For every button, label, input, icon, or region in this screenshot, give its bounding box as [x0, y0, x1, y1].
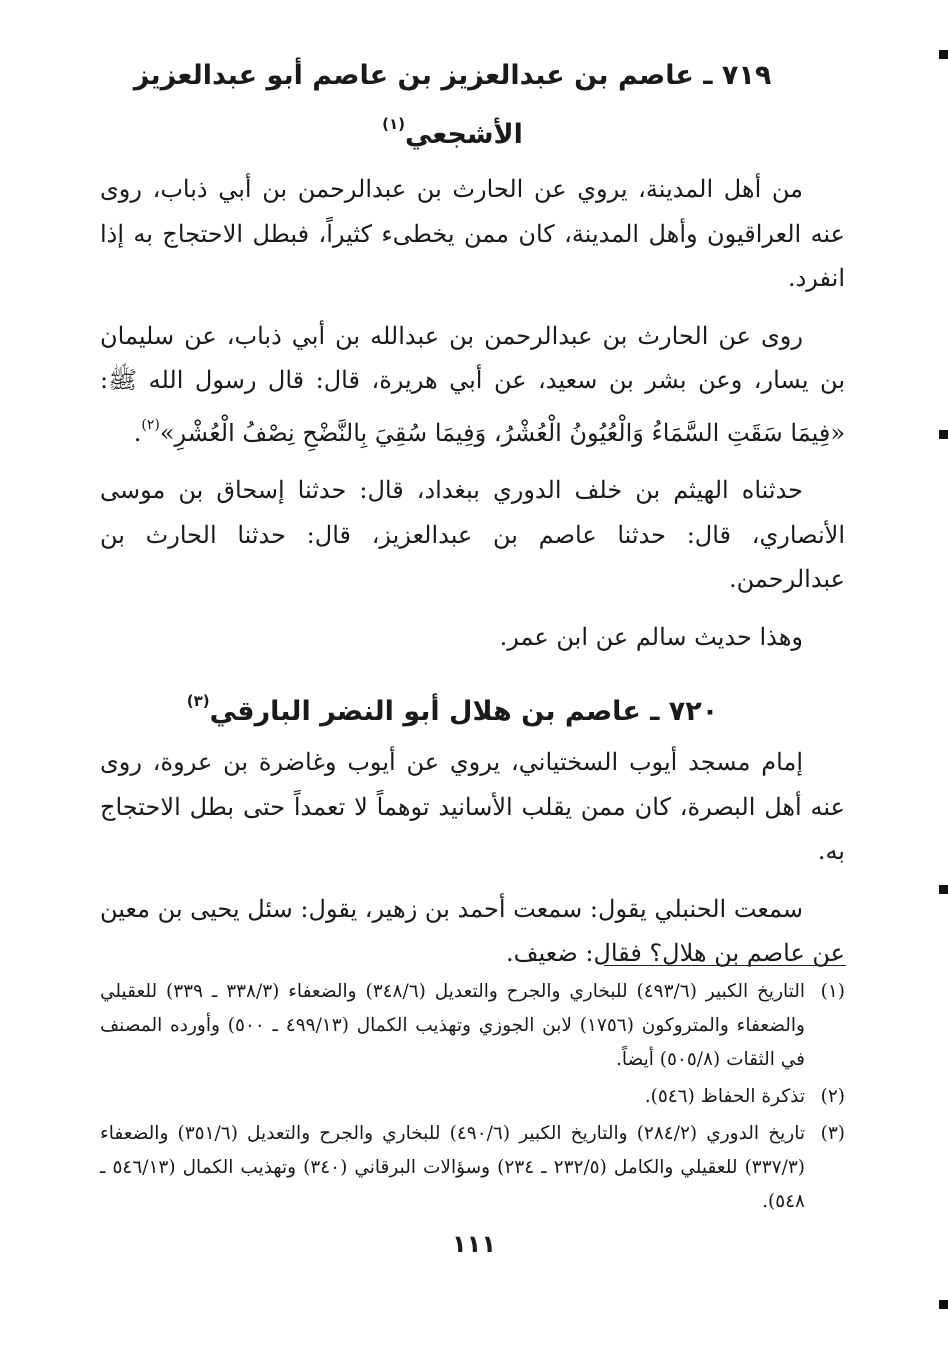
- footnote: [100, 1117, 845, 1219]
- paragraph: من أهل المدينة، يروي عن الحارث بن عبدالرحمن بن أبي ذباب، روى عنه العراقيون وأهل المدينة، كان ممن يخطىء كثيراً، فبطل الاحتجاج به إذا انفرد.: [100, 175, 845, 292]
- entry-heading-text: ٧٢٠ ـ عاصم بن هلال أبو النضر البارقي: [209, 696, 719, 727]
- page-number: ١١١: [452, 1230, 496, 1258]
- edge-mark: [939, 50, 948, 59]
- footnote: [100, 1080, 845, 1114]
- footnote: [100, 975, 845, 1077]
- footnote-text: تاريخ الدوري (٢٨٤/٢) والتاريخ الكبير (٤٩٠/٦) للبخاري والجرح والتعديل (٣٥١/٦) والضعفاء (٣٣٧/٣) للعقيلي والكامل (٢٣٢/٥ ـ ٢٣٤) وسؤالات البرقاني (٣٤٠) وتهذيب الكمال (٥٤٦/١٣ ـ ٥٤٨).: [100, 1123, 805, 1212]
- edge-mark: [939, 430, 948, 439]
- entry-heading-719: [100, 52, 845, 159]
- footnote-text: تذكرة الحفاظ (٥٤٦).: [644, 1086, 805, 1107]
- paragraph: وهذا حديث سالم عن ابن عمر.: [499, 622, 803, 651]
- footnote-number: (٢): [820, 1086, 845, 1107]
- edge-mark: [939, 885, 948, 894]
- footnote-ref: (٣): [186, 692, 210, 710]
- edge-mark: [939, 1300, 948, 1309]
- paragraph: إمام مسجد أيوب السختياني، يروي عن أيوب وغاضرة بن عروة، روى عنه أهل البصرة، كان ممن يقلب الأسانيد توهماً لا تعمداً حتى بطل الاحتجاج به.: [100, 748, 845, 865]
- footnotes: [100, 975, 845, 1222]
- paragraph: حدثناه الهيثم بن خلف الدوري ببغداد، قال: حدثنا إسحاق بن موسى الأنصاري، قال: حدثنا عاصم بن عبدالعزيز، قال: حدثنا الحارث بن عبدالرحمن.: [100, 476, 846, 593]
- footnote-number: (١): [820, 981, 845, 1002]
- hadith-paragraph: روى عن الحارث بن عبدالرحمن بن عبدالله بن أبي ذباب، عن سليمان بن يسار، وعن بشر بن سعيد، عن أبي هريرة، قال: قال رسول الله ﷺ: «فِيمَا سَقَتِ السَّمَاءُ وَالْعُيُونُ الْعُشْرُ، وَفِيمَا سُقِيَ بِالنَّضْحِ نِصْفُ الْعُشْرِ»$^{(٢)}$.: [100, 321, 845, 447]
- page-body: [100, 52, 845, 989]
- footnote-ref: (٢): [141, 416, 160, 433]
- footnote-number: (٣): [820, 1123, 845, 1144]
- hadith-text: روى عن الحارث بن عبدالرحمن بن عبدالله بن أبي ذباب، عن سليمان بن يسار، وعن بشر بن سعيد، عن أبي هريرة، قال: قال رسول الله ﷺ: «فِيمَا سَقَتِ السَّمَاءُ وَالْعُيُونُ الْعُشْرُ، وَفِيمَا سُقِيَ بِالنَّضْحِ نِصْفُ الْعُشْرِ»: [100, 321, 845, 447]
- entry-heading-text: ٧١٩ ـ عاصم بن عبدالعزيز بن عاصم أبو عبدالعزيز الأشجعي: [133, 60, 772, 150]
- footnote-separator: [604, 965, 846, 966]
- entry-heading-720: [100, 677, 845, 736]
- paragraph: سمعت الحنبلي يقول: سمعت أحمد بن زهير، يقول: سئل يحيى بن معين عن عاصم بن هلال؟ فقال: ضعيف.: [100, 894, 845, 967]
- footnote-text: التاريخ الكبير (٤٩٣/٦) للبخاري والجرح والتعديل (٣٤٨/٦) والضعفاء (٣٣٨/٣ ـ ٣٣٩) للعقيلي والضعفاء والمتروكون (١٧٥٦) لابن الجوزي وتهذيب الكمال (٤٩٩/١٣ ـ ٥٠٠) وأورده المصنف في الثقات (٥٠٥/٨) أيضاً.: [100, 981, 806, 1070]
- footnote-ref: (١): [382, 115, 405, 133]
